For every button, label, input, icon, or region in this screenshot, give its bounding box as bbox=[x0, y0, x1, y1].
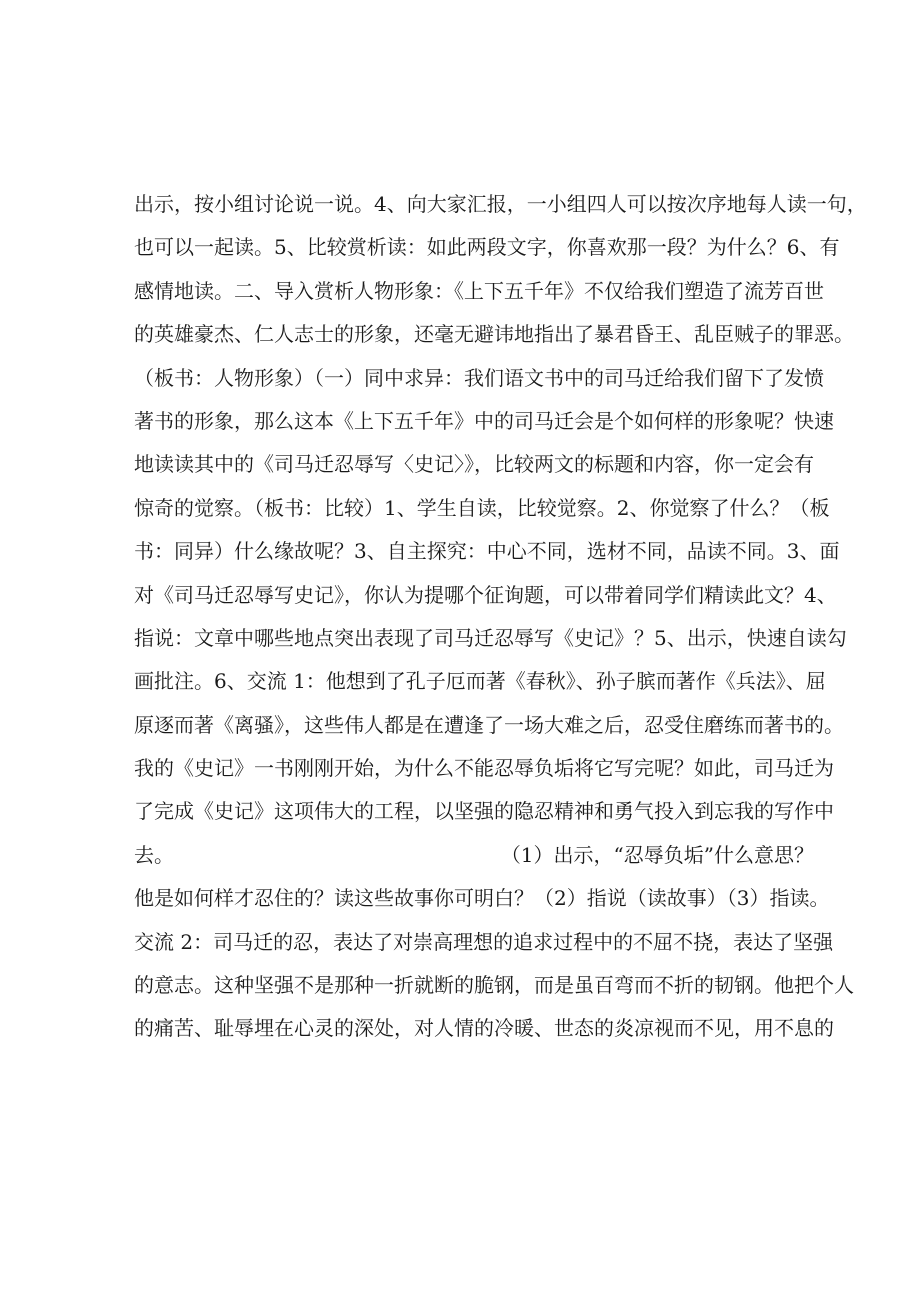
text-line: 感情地读。二、导入赏析人物形象：《上下五千年》不仅给我们塑造了流芳百世 bbox=[134, 278, 824, 303]
text-line: 对《司马迁忍辱写史记》，你认为提哪个征询题，可以带着同学们精读此文？4、 bbox=[134, 582, 837, 607]
text-line-split bbox=[134, 834, 814, 877]
text-line: 交流 2：司马迁的忍，表达了对崇高理想的追求过程中的不屈不挠，表达了坚强 bbox=[134, 929, 834, 954]
text-line: 我的《史记》一书刚刚开始，为什么不能忍辱负垢将它写完呢？如此，司马迁为 bbox=[134, 756, 834, 781]
text-line: 了完成《史记》这项伟大的工程，以坚强的隐忍精神和勇气投入到忘我的写作中 bbox=[134, 799, 834, 824]
split-line-right: （1）出示，“忍辱负垢”什么意思？ bbox=[500, 842, 814, 867]
text-line: 书：同异）什么缘故呢？3、自主探究：中心不同，选材不同，品读不同。3、面 bbox=[134, 539, 840, 564]
text-line: 的意志。这种坚强不是那种一折就断的脆钢，而是虽百弯而不折的韧钢。他把个人 bbox=[134, 973, 854, 998]
text-line: 地读读其中的《司马迁忍辱写〈史记〉》，比较两文的标题和内容，你一定会有 bbox=[134, 452, 814, 477]
text-line: 画批注。6、交流 1：他想到了孔子厄而著《春秋》、孙子膑而著作《兵法》、屈 bbox=[134, 669, 826, 694]
text-line: 也可以一起读。5、比较赏析读：如此两段文字，你喜欢那一段？为什么？6、有 bbox=[134, 235, 840, 260]
text-line: 他是如何样才忍住的？读这些故事你可明白？（2）指说（读故事）（3）指读。 bbox=[134, 886, 830, 911]
text-line: 原逐而著《离骚》，这些伟人都是在遭逢了一场大难之后，忍受住磨练而著书的。 bbox=[134, 712, 844, 737]
text-line: （板书：人物形象）（一）同中求异：我们语文书中的司马迁给我们留下了发愤 bbox=[134, 365, 824, 390]
split-line-left: 去。 bbox=[134, 842, 174, 867]
body-text bbox=[134, 183, 867, 1051]
text-line: 出示，按小组讨论说一说。4、向大家汇报，一小组四人可以按次序地每人读一句， bbox=[134, 192, 867, 216]
text-line: 著书的形象，那么这本《上下五千年》中的司马迁会是个如何样的形象呢？快速 bbox=[134, 408, 834, 433]
text-line: 惊奇的觉察。（板书：比较）1、学生自读，比较觉察。2、你觉察了什么？（板 bbox=[134, 495, 830, 520]
text-line: 指说：文章中哪些地点突出表现了司马迁忍辱写《史记》？5、出示，快速自读勾 bbox=[134, 625, 847, 650]
text-line: 的英雄豪杰、仁人志士的形象，还毫无避讳地指出了暴君昏王、乱臣贼子的罪恶。 bbox=[134, 322, 854, 347]
text-line: 的痛苦、耻辱埋在心灵的深处，对人情的冷暖、世态的炎凉视而不见，用不息的 bbox=[134, 1016, 834, 1041]
